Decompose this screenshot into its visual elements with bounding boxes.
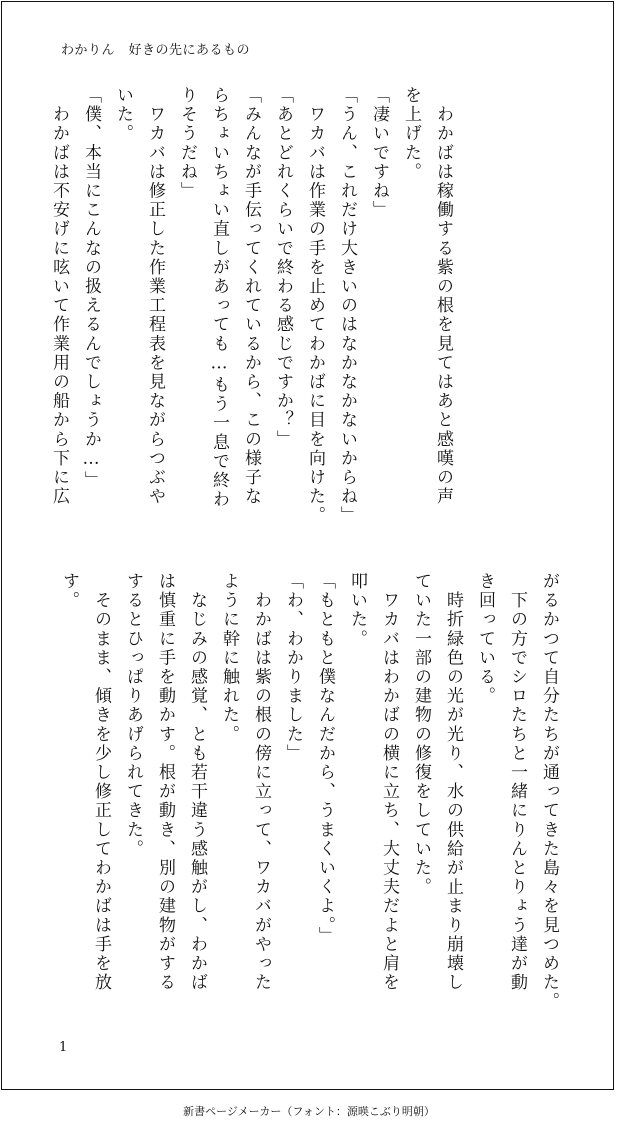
footer-credit: 新書ページメーカー（フォント：源暎こぶり明朝） — [183, 1105, 435, 1118]
paragraph-line: 「わ、わかりました」 — [283, 572, 303, 763]
text-block-lower — [53, 572, 565, 1012]
paragraph-line: 「うん、これだけ大きいのはなかなかないからね」 — [337, 86, 357, 526]
paragraph-line: 「みんなが手伝ってくれているから、この様子な — [241, 86, 261, 507]
paragraph-line: わかばは不安げに呟いて作業用の船から下に広 — [49, 86, 69, 507]
paragraph-line: は慎重に手を動かす。根が動き、別の建物がする — [155, 572, 175, 993]
paragraph-line: き回っている。 — [475, 572, 495, 706]
paragraph-line: 「凄いですね」 — [369, 86, 389, 220]
paragraph-line: いた。 — [113, 86, 133, 144]
paragraph-line: を上げた。 — [401, 86, 421, 182]
paragraph-line: 「あとどれくらいで終わる感じですか？」 — [273, 86, 293, 449]
paragraph-line: ように幹に触れた。 — [219, 572, 239, 744]
paragraph-line: りそうだね」 — [177, 86, 197, 201]
paragraph-line: 「僕、本当にこんなの扱えるんでしょうか…」 — [81, 86, 101, 491]
paragraph-line: 時折緑色の光が光り、水の供給が止まり崩壊し — [443, 572, 463, 993]
paragraph-line: するとひっぱりあげられてきた。 — [123, 572, 143, 859]
paragraph-line: す。 — [59, 572, 79, 611]
paragraph-line: がるかつて自分たちが通ってきた島々を見つめた。 — [539, 572, 559, 1012]
paragraph-line: ワカバは作業の手を止めてわかばに目を向けた。 — [305, 86, 325, 526]
header-title: わかりん 好きの先にあるもの — [61, 43, 251, 58]
paragraph-line: らちょいちょい直しがあっても…もう一息で終わ — [209, 86, 229, 510]
paragraph-line: 「もともと僕なんだから、うまくいくよ。」 — [315, 572, 335, 946]
paragraph-line: わかばは稼働する紫の根を見てはあと感嘆の声 — [433, 86, 453, 507]
paragraph-line: ワカバは修正した作業工程表を見ながらつぶや — [145, 86, 165, 507]
page-number: 1 — [59, 1040, 68, 1055]
paragraph-line: そのまま、傾きを少し修正してわかばは手を放 — [91, 572, 111, 993]
paragraph-line: わかばは紫の根の傍に立って、ワカバがやった — [251, 572, 271, 993]
paragraph-line: なじみの感覚、とも若干違う感触がし、わかば — [187, 572, 207, 993]
text-block-upper — [43, 86, 459, 536]
paragraph-line: ワカバはわかばの横に立ち、大丈夫だよと肩を — [379, 572, 399, 993]
page-frame — [1, 1, 614, 1090]
paragraph-line: ていた一部の建物の修復をしていた。 — [411, 572, 431, 897]
paragraph-line: 叩いた。 — [347, 572, 367, 649]
paragraph-line: 下の方でシロたちと一緒にりんとりょう達が動 — [507, 572, 527, 993]
